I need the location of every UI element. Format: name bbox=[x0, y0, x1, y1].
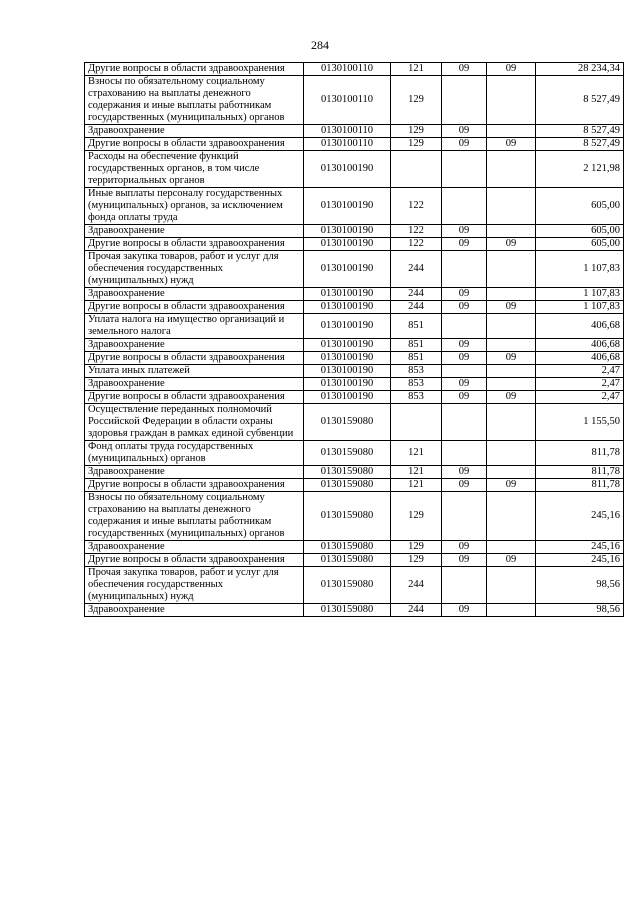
row-expense-type bbox=[391, 404, 442, 441]
table-row bbox=[85, 151, 624, 188]
row-name: Другие вопросы в области здравоохранения bbox=[85, 554, 304, 567]
row-name: Взносы по обязательному социальному страхованию на выплаты денежного содержания и иные выплаты работникам государственных (муниципальных) органов bbox=[85, 76, 304, 125]
row-subsection: 09 bbox=[487, 63, 536, 76]
row-subsection bbox=[487, 251, 536, 288]
row-amount: 406,68 bbox=[536, 352, 624, 365]
row-name: Другие вопросы в области здравоохранения bbox=[85, 479, 304, 492]
row-target-code: 0130100110 bbox=[304, 138, 391, 151]
row-subsection: 09 bbox=[487, 352, 536, 365]
row-target-code: 0130100110 bbox=[304, 63, 391, 76]
row-section bbox=[442, 441, 487, 466]
row-expense-type: 851 bbox=[391, 314, 442, 339]
row-subsection bbox=[487, 188, 536, 225]
row-expense-type: 129 bbox=[391, 554, 442, 567]
table-row bbox=[85, 567, 624, 604]
table-row bbox=[85, 441, 624, 466]
row-section bbox=[442, 492, 487, 541]
row-expense-type: 122 bbox=[391, 188, 442, 225]
row-subsection bbox=[487, 288, 536, 301]
row-target-code: 0130100190 bbox=[304, 339, 391, 352]
row-name: Другие вопросы в области здравоохранения bbox=[85, 352, 304, 365]
row-section bbox=[442, 365, 487, 378]
row-subsection bbox=[487, 76, 536, 125]
row-name: Уплата налога на имущество организаций и земельного налога bbox=[85, 314, 304, 339]
row-section bbox=[442, 76, 487, 125]
row-target-code: 0130100190 bbox=[304, 365, 391, 378]
row-target-code: 0130159080 bbox=[304, 479, 391, 492]
row-subsection: 09 bbox=[487, 554, 536, 567]
row-section bbox=[442, 188, 487, 225]
row-target-code: 0130100190 bbox=[304, 352, 391, 365]
row-section: 09 bbox=[442, 138, 487, 151]
row-amount: 8 527,49 bbox=[536, 138, 624, 151]
row-amount: 406,68 bbox=[536, 314, 624, 339]
table-row bbox=[85, 251, 624, 288]
page-number: 284 bbox=[311, 38, 329, 52]
row-name: Осуществление переданных полномочий Российской Федерации в области охраны здоровья граждан в рамках единой субвенции bbox=[85, 404, 304, 441]
row-name: Расходы на обеспечение функций государственных органов, в том числе территориальных органов bbox=[85, 151, 304, 188]
row-target-code: 0130159080 bbox=[304, 554, 391, 567]
row-amount: 2,47 bbox=[536, 391, 624, 404]
row-target-code: 0130100190 bbox=[304, 288, 391, 301]
row-section: 09 bbox=[442, 288, 487, 301]
row-expense-type: 121 bbox=[391, 63, 442, 76]
row-target-code: 0130100190 bbox=[304, 251, 391, 288]
row-subsection bbox=[487, 441, 536, 466]
row-expense-type: 122 bbox=[391, 225, 442, 238]
row-subsection bbox=[487, 314, 536, 339]
row-amount: 98,56 bbox=[536, 604, 624, 617]
row-expense-type: 244 bbox=[391, 251, 442, 288]
row-target-code: 0130100110 bbox=[304, 125, 391, 138]
row-amount: 2,47 bbox=[536, 365, 624, 378]
row-name: Уплата иных платежей bbox=[85, 365, 304, 378]
row-subsection bbox=[487, 492, 536, 541]
row-expense-type: 121 bbox=[391, 441, 442, 466]
row-section bbox=[442, 404, 487, 441]
row-name: Другие вопросы в области здравоохранения bbox=[85, 301, 304, 314]
row-target-code: 0130159080 bbox=[304, 492, 391, 541]
row-section: 09 bbox=[442, 63, 487, 76]
row-name: Взносы по обязательному социальному страхованию на выплаты денежного содержания и иные выплаты работникам государственных (муниципальных) органов bbox=[85, 492, 304, 541]
row-subsection bbox=[487, 567, 536, 604]
row-section: 09 bbox=[442, 225, 487, 238]
row-target-code: 0130100190 bbox=[304, 188, 391, 225]
row-name: Другие вопросы в области здравоохранения bbox=[85, 238, 304, 251]
table-row bbox=[85, 492, 624, 541]
row-amount: 2,47 bbox=[536, 378, 624, 391]
row-section: 09 bbox=[442, 604, 487, 617]
row-subsection bbox=[487, 541, 536, 554]
table-row bbox=[85, 404, 624, 441]
row-subsection bbox=[487, 404, 536, 441]
table-row bbox=[85, 378, 624, 391]
row-subsection: 09 bbox=[487, 391, 536, 404]
row-name: Другие вопросы в области здравоохранения bbox=[85, 138, 304, 151]
row-expense-type: 244 bbox=[391, 604, 442, 617]
row-subsection bbox=[487, 125, 536, 138]
row-expense-type: 129 bbox=[391, 138, 442, 151]
row-subsection bbox=[487, 339, 536, 352]
table-row bbox=[85, 238, 624, 251]
row-target-code: 0130159080 bbox=[304, 541, 391, 554]
row-amount: 811,78 bbox=[536, 466, 624, 479]
budget-table-body bbox=[85, 63, 624, 617]
budget-table bbox=[84, 62, 624, 617]
table-row bbox=[85, 125, 624, 138]
row-expense-type: 244 bbox=[391, 567, 442, 604]
row-expense-type: 853 bbox=[391, 391, 442, 404]
row-section: 09 bbox=[442, 466, 487, 479]
row-section bbox=[442, 251, 487, 288]
row-target-code: 0130100190 bbox=[304, 151, 391, 188]
table-row bbox=[85, 188, 624, 225]
row-amount: 8 527,49 bbox=[536, 76, 624, 125]
row-name: Фонд оплаты труда государственных (муниципальных) органов bbox=[85, 441, 304, 466]
row-section: 09 bbox=[442, 479, 487, 492]
row-expense-type: 244 bbox=[391, 301, 442, 314]
row-amount: 1 107,83 bbox=[536, 251, 624, 288]
table-row bbox=[85, 352, 624, 365]
row-name: Прочая закупка товаров, работ и услуг для обеспечения государственных (муниципальных) нужд bbox=[85, 251, 304, 288]
row-amount: 245,16 bbox=[536, 541, 624, 554]
row-amount: 605,00 bbox=[536, 238, 624, 251]
row-name: Здравоохранение bbox=[85, 466, 304, 479]
row-name: Здравоохранение bbox=[85, 288, 304, 301]
row-amount: 605,00 bbox=[536, 188, 624, 225]
row-section: 09 bbox=[442, 125, 487, 138]
row-expense-type: 129 bbox=[391, 76, 442, 125]
row-expense-type: 851 bbox=[391, 339, 442, 352]
row-subsection: 09 bbox=[487, 479, 536, 492]
table-row bbox=[85, 365, 624, 378]
row-expense-type: 851 bbox=[391, 352, 442, 365]
row-section bbox=[442, 567, 487, 604]
row-subsection: 09 bbox=[487, 138, 536, 151]
row-subsection: 09 bbox=[487, 301, 536, 314]
row-subsection bbox=[487, 604, 536, 617]
row-section: 09 bbox=[442, 352, 487, 365]
row-section: 09 bbox=[442, 301, 487, 314]
row-amount: 1 107,83 bbox=[536, 288, 624, 301]
row-amount: 28 234,34 bbox=[536, 63, 624, 76]
row-name: Другие вопросы в области здравоохранения bbox=[85, 391, 304, 404]
table-row bbox=[85, 138, 624, 151]
row-amount: 2 121,98 bbox=[536, 151, 624, 188]
row-subsection bbox=[487, 466, 536, 479]
row-name: Здравоохранение bbox=[85, 541, 304, 554]
row-target-code: 0130100190 bbox=[304, 391, 391, 404]
table-row bbox=[85, 288, 624, 301]
row-amount: 605,00 bbox=[536, 225, 624, 238]
table-row bbox=[85, 339, 624, 352]
row-name: Здравоохранение bbox=[85, 378, 304, 391]
row-name: Иные выплаты персоналу государственных (муниципальных) органов, за исключением фонда оплаты труда bbox=[85, 188, 304, 225]
row-target-code: 0130100110 bbox=[304, 76, 391, 125]
row-expense-type: 853 bbox=[391, 378, 442, 391]
table-row bbox=[85, 541, 624, 554]
row-section: 09 bbox=[442, 378, 487, 391]
row-name: Здравоохранение bbox=[85, 604, 304, 617]
row-target-code: 0130159080 bbox=[304, 604, 391, 617]
row-target-code: 0130100190 bbox=[304, 314, 391, 339]
row-section bbox=[442, 314, 487, 339]
row-amount: 811,78 bbox=[536, 479, 624, 492]
row-target-code: 0130100190 bbox=[304, 301, 391, 314]
row-expense-type: 121 bbox=[391, 466, 442, 479]
row-amount: 406,68 bbox=[536, 339, 624, 352]
row-name: Прочая закупка товаров, работ и услуг для обеспечения государственных (муниципальных) нужд bbox=[85, 567, 304, 604]
row-amount: 8 527,49 bbox=[536, 125, 624, 138]
row-subsection bbox=[487, 225, 536, 238]
table-row bbox=[85, 604, 624, 617]
row-name: Здравоохранение bbox=[85, 125, 304, 138]
row-target-code: 0130100190 bbox=[304, 238, 391, 251]
row-section: 09 bbox=[442, 238, 487, 251]
row-amount: 245,16 bbox=[536, 492, 624, 541]
table-row bbox=[85, 466, 624, 479]
table-row bbox=[85, 314, 624, 339]
row-amount: 811,78 bbox=[536, 441, 624, 466]
row-expense-type: 121 bbox=[391, 479, 442, 492]
row-expense-type: 129 bbox=[391, 492, 442, 541]
row-section bbox=[442, 151, 487, 188]
row-amount: 1 107,83 bbox=[536, 301, 624, 314]
row-name: Здравоохранение bbox=[85, 339, 304, 352]
table-row bbox=[85, 63, 624, 76]
row-name: Другие вопросы в области здравоохранения bbox=[85, 63, 304, 76]
row-name: Здравоохранение bbox=[85, 225, 304, 238]
row-amount: 245,16 bbox=[536, 554, 624, 567]
row-target-code: 0130159080 bbox=[304, 567, 391, 604]
table-row bbox=[85, 479, 624, 492]
row-target-code: 0130159080 bbox=[304, 466, 391, 479]
table-row bbox=[85, 225, 624, 238]
row-section: 09 bbox=[442, 339, 487, 352]
table-row bbox=[85, 301, 624, 314]
row-expense-type: 129 bbox=[391, 125, 442, 138]
table-row bbox=[85, 76, 624, 125]
row-target-code: 0130159080 bbox=[304, 441, 391, 466]
row-target-code: 0130100190 bbox=[304, 378, 391, 391]
table-row bbox=[85, 554, 624, 567]
row-section: 09 bbox=[442, 391, 487, 404]
row-expense-type: 244 bbox=[391, 288, 442, 301]
row-subsection bbox=[487, 151, 536, 188]
row-section: 09 bbox=[442, 541, 487, 554]
row-expense-type: 122 bbox=[391, 238, 442, 251]
row-target-code: 0130159080 bbox=[304, 404, 391, 441]
row-expense-type: 129 bbox=[391, 541, 442, 554]
table-row bbox=[85, 391, 624, 404]
row-expense-type: 853 bbox=[391, 365, 442, 378]
row-amount: 1 155,50 bbox=[536, 404, 624, 441]
row-section: 09 bbox=[442, 554, 487, 567]
row-subsection: 09 bbox=[487, 238, 536, 251]
row-subsection bbox=[487, 365, 536, 378]
row-subsection bbox=[487, 378, 536, 391]
row-amount: 98,56 bbox=[536, 567, 624, 604]
row-expense-type bbox=[391, 151, 442, 188]
row-target-code: 0130100190 bbox=[304, 225, 391, 238]
